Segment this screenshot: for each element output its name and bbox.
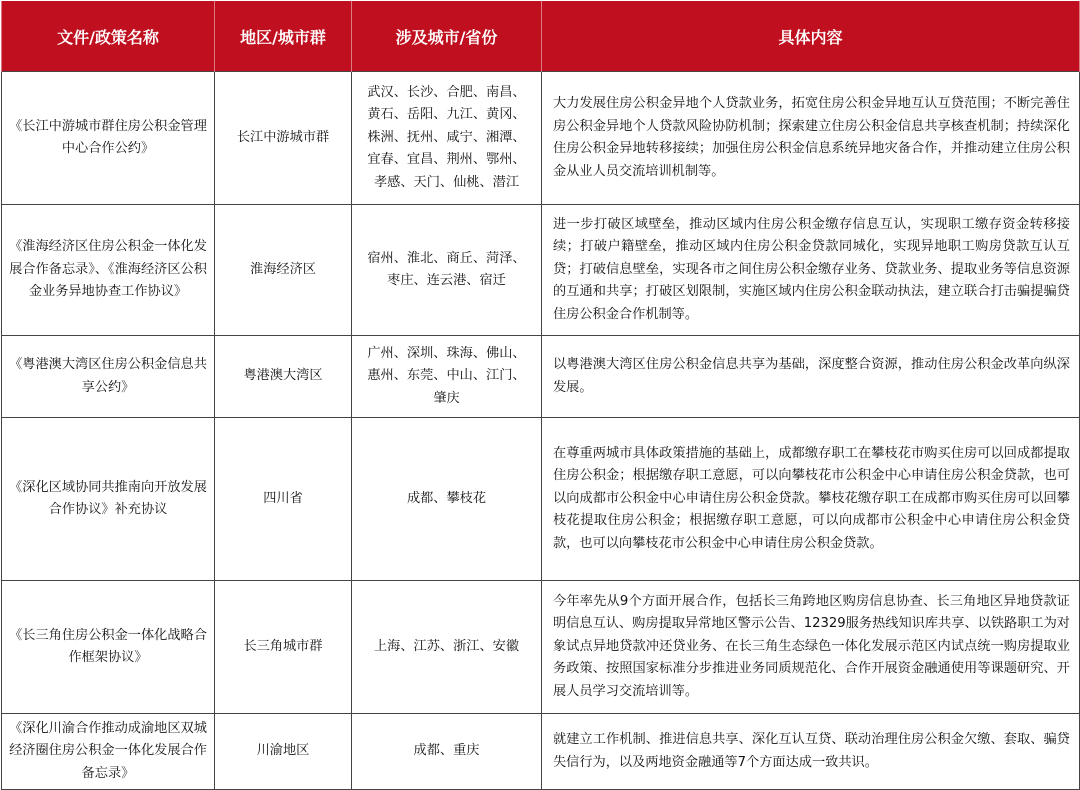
table-row bbox=[2, 714, 1080, 790]
content-cell: 在尊重两城市具体政策措施的基础上，成都缴存职工在攀枝花市购买住房可以回成都提取住房公积金；根据缴存职工意愿，可以向攀枝花市公积金中心申请住房公积金贷款，也可以向成都市公积金中心申请住房公积金贷款。攀枝花缴存职工在成都市购买住房可以回攀枝花提取住房公积金；根据缴存职工意愿，可以向成都市公积金中心申请住房公积金贷款，也可以向攀枝花市公积金中心申请住房公积金贷款。 bbox=[542, 418, 1080, 581]
table-row bbox=[2, 418, 1080, 581]
region-cell: 长三角城市群 bbox=[215, 581, 352, 714]
policy-name-cell: 《淮海经济区住房公积金一体化发展合作备忘录》、《淮海经济区公积金业务异地协查工作协议》 bbox=[2, 205, 215, 336]
content-cell: 今年率先从9个方面开展合作，包括长三角跨地区购房信息协查、长三角地区异地贷款证明信息互认、购房提取异常地区警示公告、12329服务热线知识库共享、以铁路职工为对象试点异地贷款冲还贷业务、在长三角生态绿色一体化发展示范区内试点统一购房提取业务政策、按照国家标准分步推进业务同质规范化、合作开展资金融通使用等课题研究、开展人员学习交流培训等。 bbox=[542, 581, 1080, 714]
policy-name-cell: 《长三角住房公积金一体化战略合作框架协议》 bbox=[2, 581, 215, 714]
table-row bbox=[2, 336, 1080, 418]
cities-cell: 成都、重庆 bbox=[352, 714, 542, 790]
header-region: 地区/城市群 bbox=[215, 1, 352, 72]
region-cell: 粤港澳大湾区 bbox=[215, 336, 352, 418]
policy-table bbox=[1, 1, 1080, 790]
cities-cell: 宿州、淮北、商丘、菏泽、枣庄、连云港、宿迁 bbox=[352, 205, 542, 336]
region-cell: 淮海经济区 bbox=[215, 205, 352, 336]
table-row bbox=[2, 72, 1080, 205]
header-cities: 涉及城市/省份 bbox=[352, 1, 542, 72]
header-policy-name: 文件/政策名称 bbox=[2, 1, 215, 72]
policy-name-cell: 《深化川渝合作推动成渝地区双城经济圈住房公积金一体化发展合作备忘录》 bbox=[2, 714, 215, 790]
policy-name-cell: 《长江中游城市群住房公积金管理中心合作公约》 bbox=[2, 72, 215, 205]
cities-cell: 广州、深圳、珠海、佛山、惠州、东莞、中山、江门、肇庆 bbox=[352, 336, 542, 418]
table-row bbox=[2, 205, 1080, 336]
region-cell: 长江中游城市群 bbox=[215, 72, 352, 205]
content-cell: 以粤港澳大湾区住房公积金信息共享为基础，深度整合资源，推动住房公积金改革向纵深发展。 bbox=[542, 336, 1080, 418]
table-header bbox=[2, 1, 1080, 72]
table-body bbox=[2, 72, 1080, 790]
table-row bbox=[2, 581, 1080, 714]
region-cell: 川渝地区 bbox=[215, 714, 352, 790]
header-content: 具体内容 bbox=[542, 1, 1080, 72]
cities-cell: 成都、攀枝花 bbox=[352, 418, 542, 581]
header-row bbox=[2, 1, 1080, 72]
content-cell: 就建立工作机制、推进信息共享、深化互认互贷、联动治理住房公积金欠缴、套取、骗贷失信行为，以及两地资金融通等7个方面达成一致共识。 bbox=[542, 714, 1080, 790]
cities-cell: 武汉、长沙、合肥、南昌、黄石、岳阳、九江、黄冈、株洲、抚州、咸宁、湘潭、宜春、宜昌、荆州、鄂州、孝感、天门、仙桃、潜江 bbox=[352, 72, 542, 205]
cities-cell: 上海、江苏、浙江、安徽 bbox=[352, 581, 542, 714]
content-cell: 进一步打破区域壁垒，推动区域内住房公积金缴存信息互认，实现职工缴存资金转移接续；打破户籍壁垒，推动区域内住房公积金贷款同城化，实现异地职工购房贷款互认互贷；打破信息壁垒，实现各市之间住房公积金缴存业务、贷款业务、提取业务等信息资源的互通和共享；打破区划限制，实施区域内住房公积金联动执法，建立联合打击骗提骗贷住房公积金合作机制等。 bbox=[542, 205, 1080, 336]
policy-name-cell: 《粤港澳大湾区住房公积金信息共享公约》 bbox=[2, 336, 215, 418]
policy-name-cell: 《深化区域协同共推南向开放发展合作协议》补充协议 bbox=[2, 418, 215, 581]
content-cell: 大力发展住房公积金异地个人贷款业务，拓宽住房公积金异地互认互贷范围；不断完善住房公积金异地个人贷款风险协防机制；探索建立住房公积金信息共享核查机制；持续深化住房公积金异地转移接续；加强住房公积金信息系统异地灾备合作，并推动建立住房公积金从业人员交流培训机制等。 bbox=[542, 72, 1080, 205]
region-cell: 四川省 bbox=[215, 418, 352, 581]
